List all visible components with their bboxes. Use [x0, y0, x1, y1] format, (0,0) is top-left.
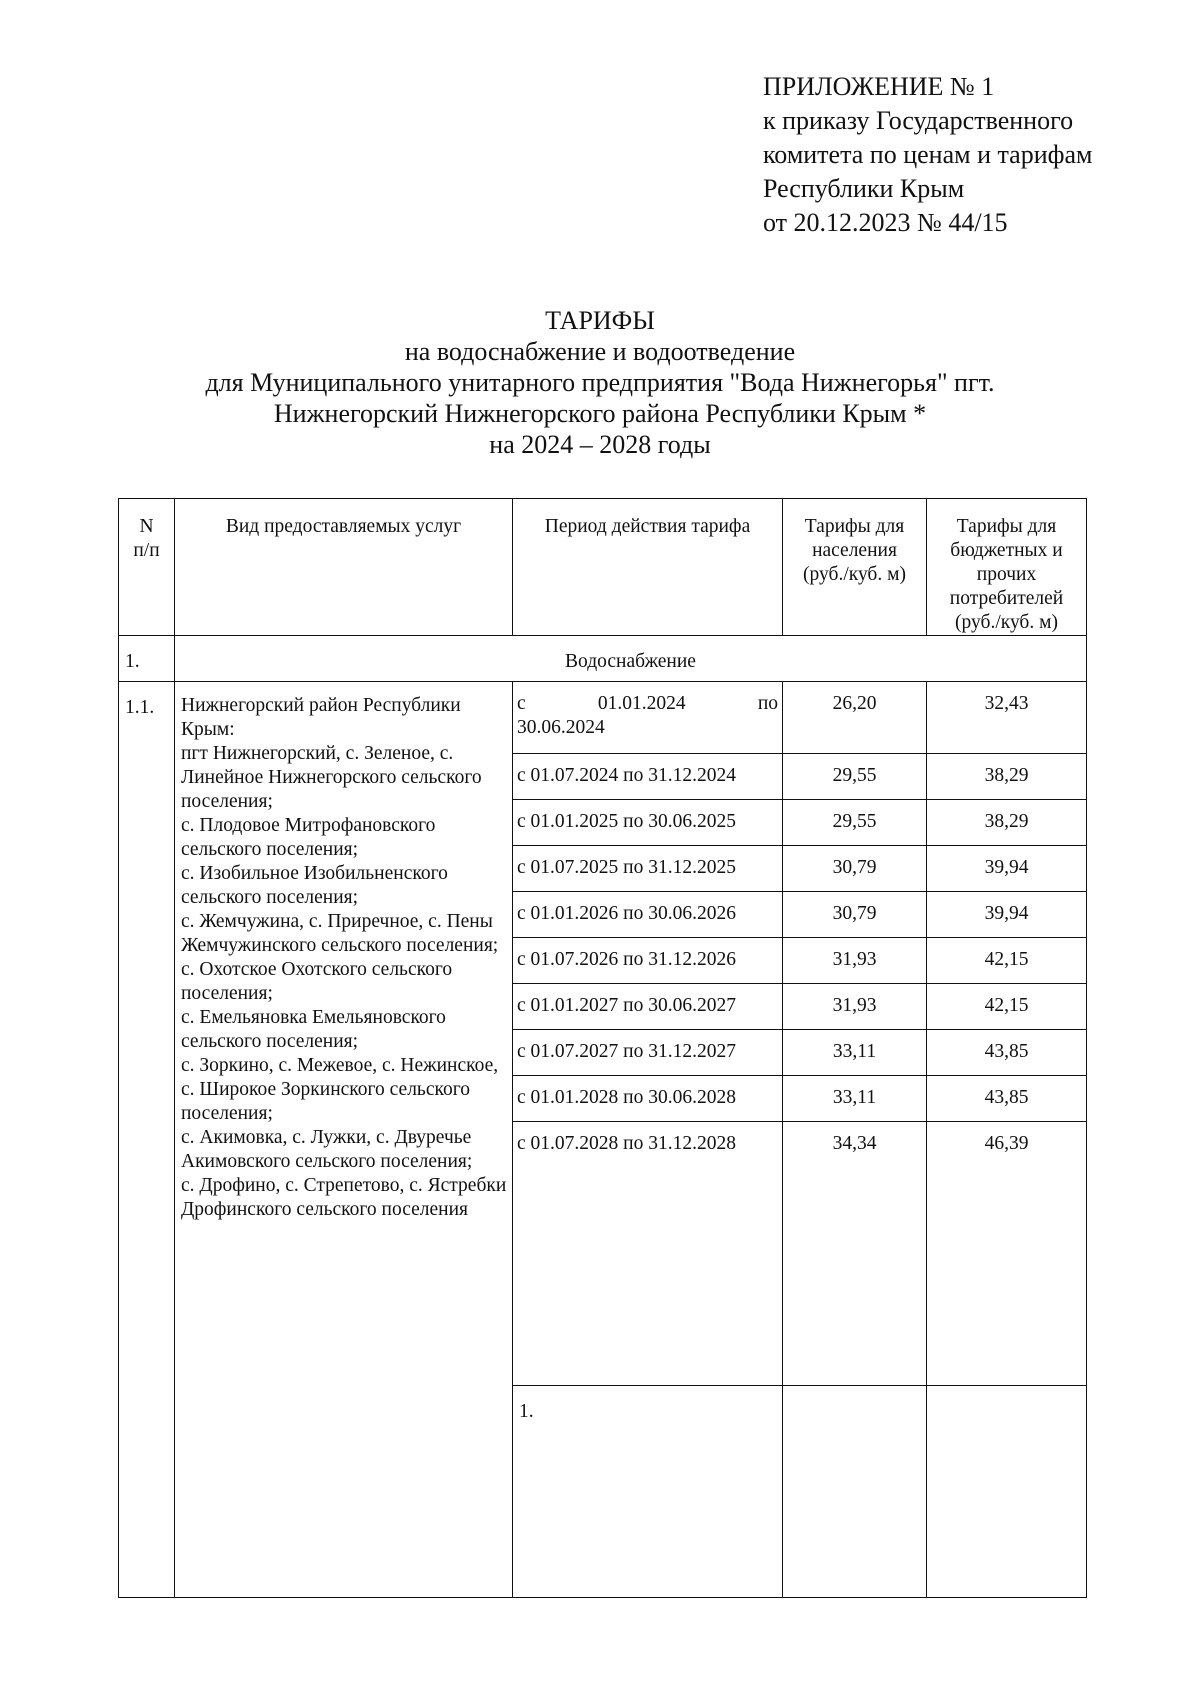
title-line: на водоснабжение и водоотведение	[404, 337, 796, 366]
appendix-block	[763, 70, 1092, 240]
row-num: 1.	[513, 1386, 783, 1598]
area-line: с. Емельяновка Емельяновского сельского поселения;	[181, 1007, 446, 1052]
area-line: с. Плодовое Митрофановского сельского поселения;	[181, 815, 436, 860]
period-cell: с 01.07.2025 по 31.12.2025	[513, 846, 783, 892]
budget-tariff: 43,85	[927, 1030, 1087, 1076]
budget-tariff: 43,85	[927, 1076, 1087, 1122]
population-tariff: 31,93	[783, 938, 927, 984]
period-part: 30.06.2024	[517, 717, 605, 738]
tariffs-table	[118, 498, 1087, 1598]
budget-tariff: 39,94	[927, 846, 1087, 892]
period-cell: с 01.07.2024 по 31.12.2024	[513, 754, 783, 800]
population-tariff: 33,11	[783, 1030, 927, 1076]
title-line: для Муниципального унитарного предприятия "Вода Нижнегорья" пгт.	[205, 368, 995, 397]
period-first-line	[517, 692, 778, 716]
area-line: с. Акимовка, с. Лужки, с. Двуречье Акимовского сельского поселения;	[181, 1127, 473, 1172]
budget-tariff: 38,29	[927, 800, 1087, 846]
appendix-line: ПРИЛОЖЕНИЕ № 1	[763, 72, 995, 101]
period-part: 01.01.2024	[597, 693, 686, 714]
population-tariff: 26,20	[783, 682, 927, 754]
budget-tariff: 42,15	[927, 938, 1087, 984]
header-row	[119, 499, 1087, 636]
period-cell: с 01.07.2027 по 31.12.2027	[513, 1030, 783, 1076]
empty-cell	[927, 1386, 1087, 1598]
appendix-line: от 20.12.2023 № 44/15	[763, 208, 1008, 237]
title-line: ТАРИФЫ	[545, 306, 655, 335]
period-cell: с 01.01.2026 по 30.06.2026	[513, 892, 783, 938]
period-cell: с 01.07.2028 по 31.12.2028	[513, 1122, 783, 1386]
appendix-line: к приказу Государственного	[763, 106, 1074, 135]
period-part: с	[517, 693, 526, 714]
section-title: Водоснабжение	[175, 636, 1087, 682]
period-cell: с 01.01.2028 по 30.06.2028	[513, 1076, 783, 1122]
header-population-line: Тарифы для	[804, 516, 905, 537]
period-cell: с 01.01.2025 по 30.06.2025	[513, 800, 783, 846]
header-num-line: п/п	[133, 540, 160, 561]
area-line: с. Изобильное Изобильненского сельского поселения;	[181, 863, 448, 908]
period-cell: с 01.01.2027 по 30.06.2027	[513, 984, 783, 1030]
header-num-line: N	[139, 516, 154, 537]
title-line: Нижнегорский Нижнегорского района Республики Крым *	[273, 399, 927, 428]
header-population-line: населения	[812, 540, 897, 561]
section-num: 1.	[119, 636, 175, 682]
header-population	[783, 499, 927, 636]
header-service	[175, 499, 513, 636]
budget-tariff: 42,15	[927, 984, 1087, 1030]
area-line: с. Дрофино, с. Стрепетово, с. Ястребки Дрофинского сельского поселения	[181, 1175, 507, 1220]
population-tariff: 30,79	[783, 846, 927, 892]
budget-tariff: 39,94	[927, 892, 1087, 938]
empty-cell	[783, 1386, 927, 1598]
appendix-line: Республики Крым	[763, 174, 965, 203]
population-tariff: 29,55	[783, 754, 927, 800]
section-row	[119, 636, 1087, 682]
header-num	[119, 499, 175, 636]
area-line: с. Жемчужина, с. Приречное, с. Пены Жемчужинского сельского поселения;	[181, 911, 499, 956]
table-row	[119, 682, 1087, 754]
area-line: пгт Нижнегорский, с. Зеленое, с. Линейное Нижнегорского сельского поселения;	[181, 743, 482, 812]
period-cell: с 01.07.2026 по 31.12.2026	[513, 938, 783, 984]
header-budget-line: бюджетных и	[950, 540, 1063, 561]
header-period-text: Период действия тарифа	[544, 516, 751, 537]
header-service-text: Вид предоставляемых услуг	[225, 516, 462, 537]
population-tariff: 31,93	[783, 984, 927, 1030]
period-part: по	[757, 693, 778, 714]
budget-tariff: 38,29	[927, 754, 1087, 800]
header-budget-line: прочих	[976, 564, 1037, 585]
area-line: с. Зоркино, с. Межевое, с. Нежинское, с. Широкое Зоркинского сельского поселения;	[181, 1055, 499, 1124]
header-budget	[927, 499, 1087, 636]
area-line: с. Охотское Охотского сельского поселения;	[181, 959, 453, 1004]
title-line: на 2024 – 2028 годы	[489, 430, 711, 459]
area-line: Нижнегорский район Республики Крым:	[181, 695, 461, 740]
population-tariff: 30,79	[783, 892, 927, 938]
appendix-line: комитета по ценам и тарифам	[763, 140, 1093, 169]
row-num: 1.1.	[119, 682, 175, 1598]
header-population-line: (руб./куб. м)	[803, 564, 906, 585]
header-period	[513, 499, 783, 636]
header-budget-line: потребителей	[949, 588, 1064, 609]
budget-tariff: 46,39	[927, 1122, 1087, 1386]
budget-tariff: 32,43	[927, 682, 1087, 754]
population-tariff: 29,55	[783, 800, 927, 846]
header-budget-line: (руб./куб. м)	[955, 612, 1058, 633]
period-cell	[513, 682, 783, 754]
population-tariff: 33,11	[783, 1076, 927, 1122]
population-tariff: 34,34	[783, 1122, 927, 1386]
document-title	[100, 305, 1100, 460]
header-budget-line: Тарифы для	[956, 516, 1057, 537]
service-area	[175, 682, 513, 1598]
